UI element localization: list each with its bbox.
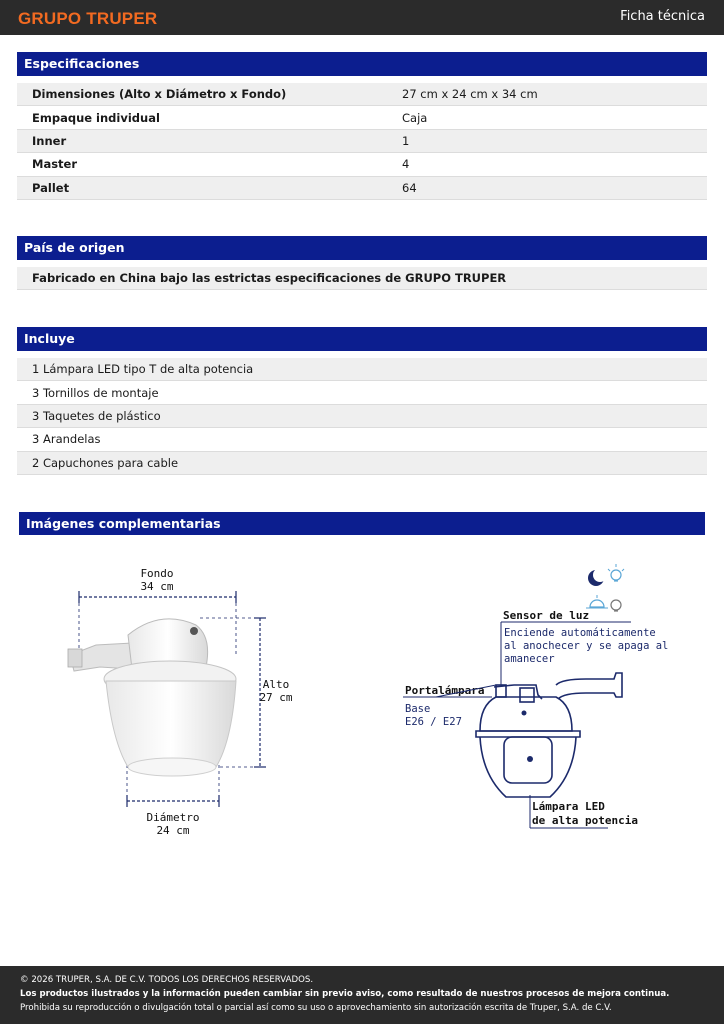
fondo-value: 34 cm bbox=[140, 580, 174, 593]
spec-label: Master bbox=[32, 157, 78, 172]
table-row bbox=[17, 106, 707, 129]
list-item: 2 Capuchones para cable bbox=[17, 452, 707, 475]
led-chip-dot bbox=[527, 756, 533, 762]
socket-line-2: E26 / E27 bbox=[405, 716, 462, 728]
includes-list bbox=[17, 358, 707, 475]
table-row bbox=[17, 130, 707, 153]
sensor-title: Sensor de luz bbox=[503, 609, 590, 622]
socket-line-1: Base bbox=[405, 703, 431, 715]
top-bar bbox=[0, 0, 724, 35]
lamp-photo bbox=[68, 619, 236, 776]
sun-icon bbox=[586, 595, 608, 608]
includes-section-header: Incluye bbox=[17, 327, 707, 351]
specs-section-header: Especificaciones bbox=[17, 52, 707, 76]
diametro-label: Diámetro bbox=[146, 811, 200, 824]
list-item: 3 Taquetes de plástico bbox=[17, 405, 707, 428]
lamp-diagram bbox=[396, 545, 686, 865]
product-dimensions-image bbox=[0, 545, 360, 865]
sensor-line-3: amanecer bbox=[504, 653, 555, 665]
socket-dot bbox=[522, 711, 527, 716]
moon-icon bbox=[588, 568, 607, 586]
table-row bbox=[17, 83, 707, 106]
fondo-label: Fondo bbox=[140, 567, 174, 580]
spec-value: 64 bbox=[402, 180, 417, 195]
brand-logo: GRUPO TRUPER bbox=[18, 9, 158, 28]
spec-value: Caja bbox=[402, 110, 428, 125]
document-type-label: Ficha técnica bbox=[620, 9, 705, 24]
list-item: 3 Tornillos de montaje bbox=[17, 381, 707, 404]
spec-label: Inner bbox=[32, 133, 67, 148]
spec-label: Empaque individual bbox=[32, 110, 160, 125]
bulb-off-icon bbox=[611, 600, 621, 611]
table-row bbox=[17, 153, 707, 176]
led-line-2: de alta potencia bbox=[532, 814, 638, 827]
origin-table bbox=[17, 267, 707, 290]
led-line-1: Lámpara LED bbox=[532, 800, 605, 813]
sensor-line-2: al anochecer y se apaga al bbox=[504, 640, 669, 652]
spec-value: 1 bbox=[402, 133, 410, 148]
spec-value: 27 cm x 24 cm x 34 cm bbox=[402, 87, 538, 102]
socket-title: Portalámpara bbox=[405, 684, 485, 697]
specs-table bbox=[17, 83, 707, 200]
sensor-line-1: Enciende automáticamente bbox=[504, 627, 656, 639]
table-row bbox=[17, 267, 707, 290]
notice-text: Los productos ilustrados y la información pueden cambiar sin previo aviso, como resultado de nuestros procesos de mejora continua. bbox=[20, 989, 670, 999]
origin-section-header: País de origen bbox=[17, 236, 707, 260]
copyright-text: © 2026 TRUPER, S.A. DE C.V. TODOS LOS DERECHOS RESERVADOS. bbox=[20, 975, 314, 985]
table-row bbox=[17, 177, 707, 200]
lamp-outline bbox=[476, 673, 622, 797]
alto-value: 27 cm bbox=[259, 691, 293, 704]
alto-label: Alto bbox=[262, 678, 290, 691]
complementary-images bbox=[0, 545, 724, 865]
images-section-header: Imágenes complementarias bbox=[19, 512, 705, 535]
page-footer bbox=[0, 966, 724, 1024]
origin-text: Fabricado en China bajo las estrictas especificaciones de GRUPO TRUPER bbox=[32, 271, 507, 286]
spec-label: Dimensiones (Alto x Diámetro x Fondo) bbox=[32, 87, 287, 102]
spec-label: Pallet bbox=[32, 180, 70, 195]
list-item: 3 Arandelas bbox=[17, 428, 707, 451]
list-item: 1 Lámpara LED tipo T de alta potencia bbox=[17, 358, 707, 381]
spec-value: 4 bbox=[402, 157, 410, 172]
diametro-value: 24 cm bbox=[156, 824, 190, 837]
bulb-on-icon bbox=[608, 564, 624, 581]
prohibition-text: Prohibida su reproducción o divulgación total o parcial así como su uso o aprovechamiento sin autorización escrita de Truper, S.A. de C.V. bbox=[20, 1003, 612, 1013]
